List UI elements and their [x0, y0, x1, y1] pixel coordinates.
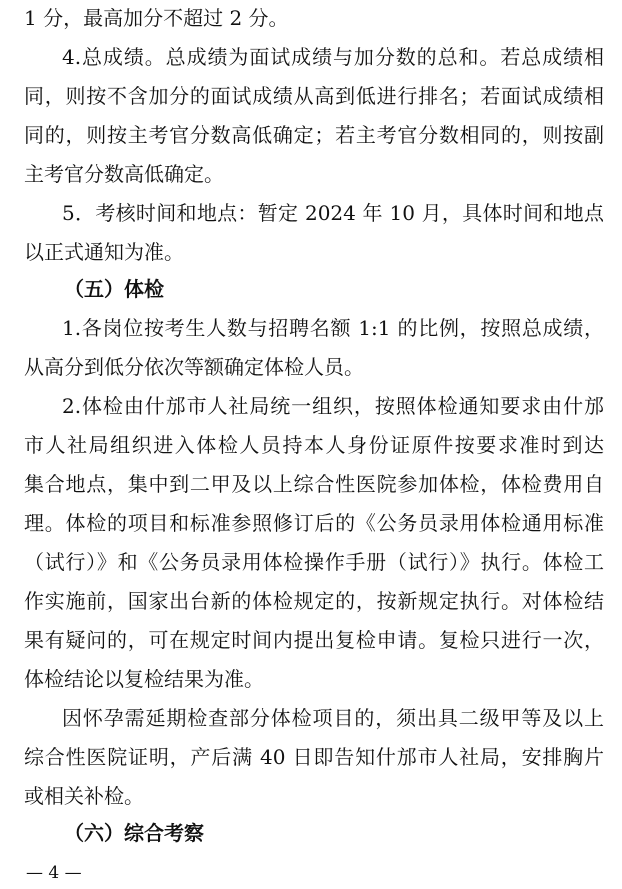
text-line: 以正式通知为准。	[24, 240, 184, 264]
text-line: 从高分到低分依次等额确定体检人员。	[24, 355, 364, 379]
text-line: 体检结论以复检结果为准。	[24, 667, 264, 691]
text-line: 1.各岗位按考生人数与招聘名额 1:1 的比例，按照总成绩，	[62, 316, 604, 340]
text-line: 5．考核时间和地点：暂定 2024 年 10 月，具体时间和地点	[62, 201, 604, 225]
text-line: 理。体检的项目和标准参照修订后的《公务员录用体检通用标准	[24, 511, 604, 535]
text-line: （试行）》和《公务员录用体检操作手册（试行）》执行。体检工	[24, 550, 604, 574]
text-line: 4.总成绩。总成绩为面试成绩与加分数的总和。若总成绩相	[62, 45, 604, 69]
text-line: 作实施前，国家出台新的体检规定的，按新规定执行。对体检结	[24, 589, 604, 613]
text-line: 或相关补检。	[24, 784, 144, 808]
text-line: 主考官分数高低确定。	[24, 162, 224, 186]
text-line: 果有疑问的，可在规定时间内提出复检申请。复检只进行一次，	[24, 628, 604, 652]
text-line: 因怀孕需延期检查部分体检项目的，须出具二级甲等及以上	[62, 706, 604, 730]
text-line: 集合地点，集中到二甲及以上综合性医院参加体检，体检费用自	[24, 472, 604, 496]
section-heading: （五）体检	[64, 277, 164, 301]
section-heading: （六）综合考察	[64, 821, 204, 845]
text-line: 同的，则按主考官分数高低确定；若主考官分数相同的，则按副	[24, 123, 604, 147]
text-line: 市人社局组织进入体检人员持本人身份证原件按要求准时到达	[24, 433, 604, 457]
page-number: — 4 —	[26, 863, 82, 883]
text-line: 同，则按不含加分的面试成绩从高到低进行排名；若面试成绩相	[24, 84, 604, 108]
text-line: 综合性医院证明，产后满 40 日即告知什邡市人社局，安排胸片	[24, 745, 604, 769]
text-line: 1 分，最高加分不超过 2 分。	[24, 6, 289, 30]
text-line: 2.体检由什邡市人社局统一组织，按照体检通知要求由什邡	[62, 394, 604, 418]
